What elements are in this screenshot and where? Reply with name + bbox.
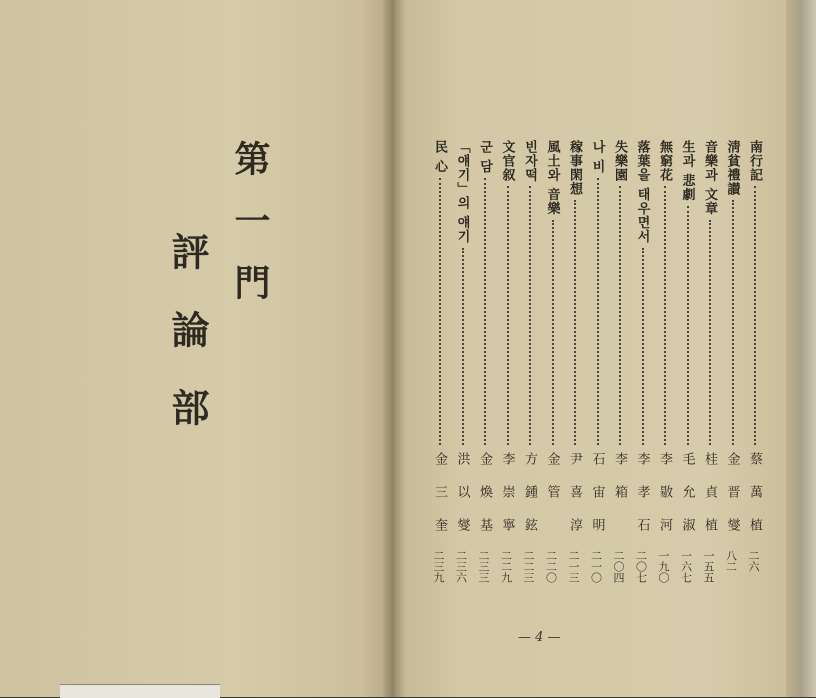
toc-page-number: 二三六: [454, 550, 468, 583]
page-edge: [786, 0, 816, 697]
toc-title: 失樂園: [612, 140, 627, 182]
toc-entry: [588, 140, 610, 600]
toc-leader-dots: [529, 186, 531, 445]
toc-entry: [498, 140, 520, 600]
toc-leader-dots: [597, 178, 599, 445]
toc-entry: [745, 140, 767, 600]
toc-entry: [678, 140, 700, 600]
toc-title: 淸貧禮讃: [724, 140, 740, 196]
toc-leader-dots: [507, 186, 509, 445]
toc-page-number: 二六: [747, 550, 760, 572]
toc-author: 尹喜淳: [567, 452, 582, 551]
toc-leader-dots: [439, 178, 441, 445]
toc-page-number: 一五五: [702, 550, 715, 583]
toc-entry: [543, 140, 565, 600]
toc-title: 稼事閑想: [567, 140, 582, 196]
toc-page-number: 二一三: [567, 550, 580, 583]
toc-entry: [655, 140, 677, 600]
toc-entry: [565, 140, 587, 600]
section-number: 第一門: [229, 140, 271, 326]
toc-title: 南行記: [747, 140, 762, 182]
toc-author: 李敭河: [657, 452, 672, 551]
toc-author: 李孝石: [634, 452, 650, 551]
toc-leader-dots: [619, 186, 621, 445]
toc-title: 「얘기」의 얘기: [454, 140, 470, 244]
toc-entry: [430, 140, 452, 600]
toc-title: 나 비: [589, 140, 605, 174]
toc-title: 風土와 音樂: [544, 140, 560, 216]
table-of-contents: [395, 140, 765, 600]
toc-entry: [475, 140, 497, 600]
toc-title: 生과 悲劇: [679, 140, 695, 202]
toc-title: 빈자떡: [522, 140, 537, 182]
toc-title: 音樂과 文章: [702, 140, 717, 216]
toc-author: 李箱: [612, 452, 627, 518]
toc-title: 無窮花: [657, 140, 672, 182]
toc-title: 文官叙: [499, 140, 515, 182]
toc-title: 民 心: [432, 140, 447, 174]
toc-entry: [610, 140, 632, 600]
toc-author: 桂貞植: [702, 452, 717, 551]
toc-leader-dots: [664, 186, 666, 445]
toc-leader-dots: [732, 200, 734, 445]
toc-author: 蔡萬植: [747, 452, 762, 551]
toc-entry: [633, 140, 655, 600]
scan-strip: [60, 684, 220, 698]
toc-author: 金管: [544, 452, 560, 518]
toc-leader-dots: [687, 206, 689, 445]
toc-page-number: 二二〇: [544, 550, 558, 583]
toc-page-number: 二一〇: [589, 550, 603, 583]
toc-author: 金三奎: [432, 452, 447, 551]
toc-page-number: 一九〇: [657, 550, 670, 583]
toc-leader-dots: [552, 220, 554, 445]
toc-page-number: 八二: [724, 550, 738, 572]
toc-author: 金晋燮: [724, 452, 740, 551]
toc-page-number: 二〇七: [634, 550, 648, 583]
toc-title: 군 담: [477, 140, 492, 174]
toc-leader-dots: [574, 200, 576, 445]
toc-entry: [700, 140, 722, 600]
toc-entry: [723, 140, 745, 600]
toc-page-number: 二三三: [477, 550, 490, 583]
toc-page-number: 二二九: [499, 550, 513, 583]
page-number: — 4 —: [518, 630, 561, 645]
toc-author: 金煥基: [477, 452, 492, 551]
section-title: 評論部: [165, 232, 210, 466]
toc-page-number: 二二三: [522, 550, 535, 583]
toc-leader-dots: [642, 248, 644, 445]
toc-leader-dots: [709, 220, 711, 445]
toc-entry: [453, 140, 475, 600]
toc-page-number: 二〇四: [612, 550, 625, 583]
toc-author: 石宙明: [589, 452, 605, 551]
toc-author: 李崇寧: [499, 452, 515, 551]
toc-title: 落葉을 태우면서: [634, 140, 650, 244]
toc-author: 毛允淑: [679, 452, 695, 551]
toc-leader-dots: [484, 178, 486, 445]
toc-author: 方鍾鉉: [522, 452, 537, 551]
toc-entry: [520, 140, 542, 600]
toc-page-number: 一六七: [679, 550, 693, 583]
toc-author: 洪以燮: [454, 452, 470, 551]
toc-leader-dots: [754, 186, 756, 445]
toc-leader-dots: [462, 248, 464, 445]
toc-page-number: 二三九: [432, 550, 445, 583]
